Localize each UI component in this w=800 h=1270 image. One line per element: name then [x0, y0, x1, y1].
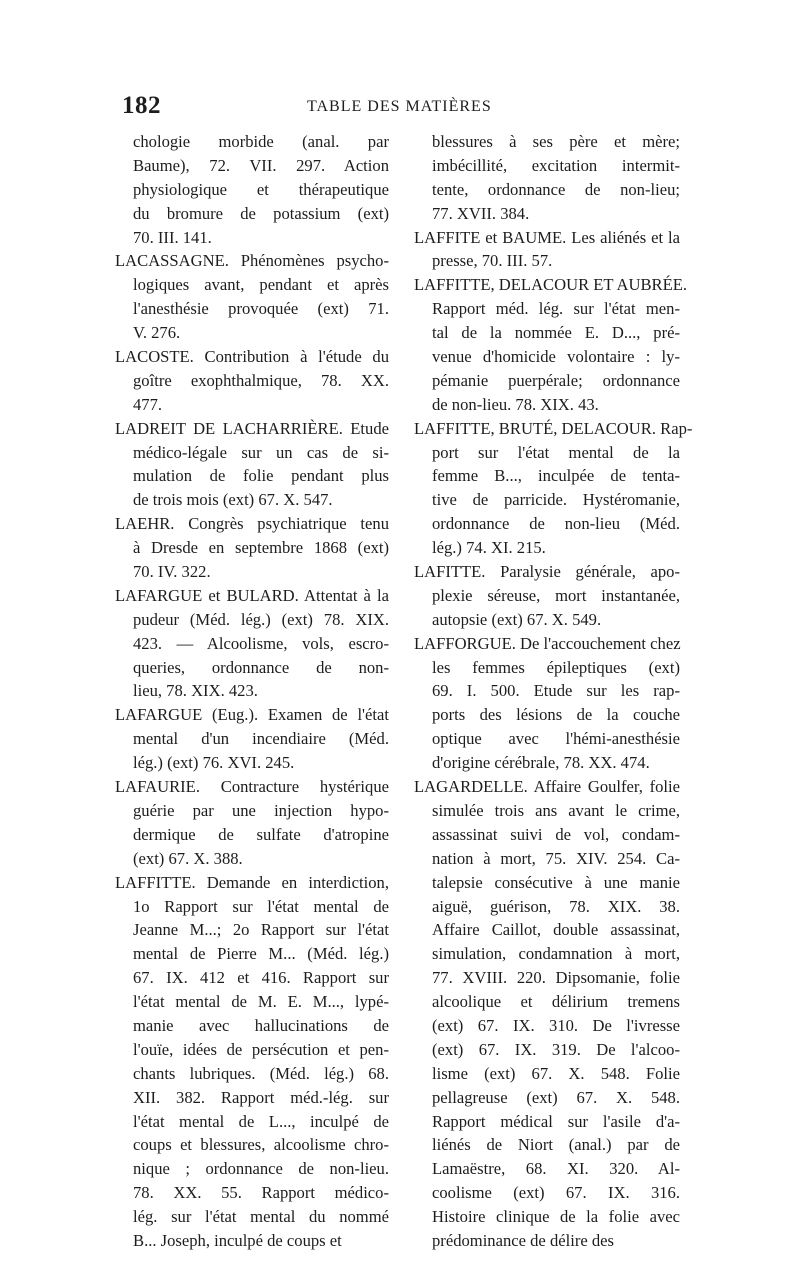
text-line: optique avec l'hémi-anesthésie [432, 729, 680, 749]
text-line: Jeanne M...; 2o Rapport sur l'état [133, 920, 389, 940]
text-line: coolisme (ext) 67. IX. 316. [432, 1183, 680, 1203]
text-line: B... Joseph, inculpé de coups et [133, 1230, 342, 1250]
text-line: Histoire clinique de la folie avec [432, 1207, 680, 1227]
text-line: simulation, condamnation à mort, [432, 944, 680, 964]
text-line: LACOSTE. Contribution à l'étude du [115, 347, 389, 367]
text-line: 1o Rapport sur l'état mental de [133, 896, 389, 916]
text-line: (ext) 67. IX. 310. De l'ivresse [432, 1015, 680, 1035]
text-line: dermique de sulfate d'atropine [133, 824, 389, 844]
text-line: nation à mort, 75. XIV. 254. Ca- [432, 848, 680, 868]
text-line: talepsie consécutive à une manie [432, 872, 680, 892]
text-line: 78. XX. 55. Rapport médico- [133, 1183, 389, 1203]
text-line: les femmes épileptiques (ext) [432, 657, 680, 677]
text-line: chants lubriques. (Méd. lég.) 68. [133, 1063, 389, 1083]
text-line: 69. I. 500. Etude sur les rap- [432, 681, 680, 701]
text-line: LAGARDELLE. Affaire Goulfer, folie [414, 777, 680, 797]
text-line: lieu, 78. XIX. 423. [133, 681, 258, 701]
text-line: liénés de Niort (anal.) par de [432, 1135, 680, 1155]
text-line: simulée trois ans avant le crime, [432, 800, 680, 820]
text-line: LAFFITTE, BRUTÉ, DELACOUR. Rap- [414, 418, 693, 438]
page-number: 182 [122, 92, 161, 119]
text-line: blessures à ses père et mère; [432, 132, 680, 151]
text-line: 477. [133, 394, 163, 414]
text-line: l'ouïe, idées de persécution et pen- [133, 1039, 389, 1059]
text-line: à Dresde en septembre 1868 (ext) [133, 538, 389, 558]
text-line: 70. III. 141. [133, 227, 212, 247]
text-line: alcoolique et délirium tremens [432, 992, 680, 1012]
text-line: (ext) 67. IX. 319. De l'alcoo- [432, 1039, 680, 1059]
text-line: coups et blessures, alcoolisme chro- [133, 1135, 389, 1155]
text-line: autopsie (ext) 67. X. 549. [432, 609, 602, 629]
text-line: LAFFORGUE. De l'accouchement chez [414, 633, 681, 653]
text-line: LAFFITTE, DELACOUR ET AUBRÉE. [414, 275, 688, 295]
text-line: Rapport méd. lég. sur l'état men- [432, 299, 680, 319]
text-line: 70. IV. 322. [133, 562, 211, 582]
text-line: XII. 382. Rapport méd.-lég. sur [133, 1087, 389, 1107]
text-line: 77. XVIII. 220. Dipsomanie, folie [432, 968, 680, 988]
left-column [115, 130, 389, 1253]
text-line: nique ; ordonnance de non-lieu. [133, 1159, 389, 1179]
text-line: prédominance de délire des [432, 1230, 614, 1250]
text-line: mental de Pierre M... (Méd. lég.) [133, 944, 389, 964]
text-line: l'état mental de M. E. M..., lypé- [133, 992, 389, 1012]
text-line: de non-lieu. 78. XIX. 43. [432, 394, 599, 414]
text-line: V. 276. [133, 323, 181, 343]
text-line: plexie séreuse, mort instantanée, [432, 585, 680, 605]
text-line: pémanie puerpérale; ordonnance [432, 370, 680, 390]
text-line: port sur l'état mental de la [432, 442, 680, 462]
text-line: presse, 70. III. 57. [432, 251, 553, 271]
text-line: physiologique et thérapeutique [133, 179, 389, 199]
text-line: 67. IX. 412 et 416. Rapport sur [133, 968, 389, 988]
text-line: Lamaëstre, 68. XI. 320. Al- [432, 1159, 680, 1179]
text-line: LAEHR. Congrès psychiatrique tenu [115, 514, 389, 534]
text-line: l'anesthésie provoquée (ext) 71. [133, 299, 389, 319]
text-line: assassinat suivi de vol, condam- [432, 824, 680, 844]
text-line: goître exophthalmique, 78. XX. [133, 370, 389, 390]
text-line: ports des lésions de la couche [432, 705, 680, 725]
text-line: aiguë, guérison, 78. XIX. 38. [432, 896, 680, 916]
text-line: mulation de folie pendant plus [133, 466, 389, 486]
text-line: Baume), 72. VII. 297. Action [133, 155, 389, 175]
text-line: l'état mental de L..., inculpé de [133, 1111, 389, 1131]
text-line: LADREIT DE LACHARRIÈRE. Etude [115, 418, 389, 438]
text-line: 423. — Alcoolisme, vols, escro- [133, 633, 389, 653]
text-line: tal de la nommée E. D..., pré- [432, 323, 680, 343]
text-line: d'origine cérébrale, 78. XX. 474. [432, 753, 650, 773]
text-line: de trois mois (ext) 67. X. 547. [133, 490, 333, 510]
text-line: LACASSAGNE. Phénomènes psycho- [115, 251, 389, 271]
text-line: imbécillité, excitation intermit- [432, 155, 680, 175]
text-line: pellagreuse (ext) 67. X. 548. [432, 1087, 680, 1107]
text-line: tente, ordonnance de non-lieu; [432, 179, 680, 199]
running-title: TABLE DES MATIÈRES [307, 98, 492, 115]
text-line: lég.) 74. XI. 215. [432, 538, 546, 558]
text-line: venue d'homicide volontaire : ly- [432, 347, 680, 367]
text-line: LAFITTE. Paralysie générale, apo- [414, 562, 680, 582]
text-line: mental d'un incendiaire (Méd. [133, 729, 389, 749]
text-line: LAFFITE et BAUME. Les aliénés et la [414, 227, 680, 247]
text-line: LAFARGUE et BULARD. Attentat à la [115, 585, 389, 605]
text-line: guérie par une injection hypo- [133, 800, 389, 820]
text-line: 77. XVII. 384. [432, 203, 530, 223]
text-line: ordonnance de non-lieu (Méd. [432, 514, 680, 534]
text-line: (ext) 67. X. 388. [133, 848, 243, 868]
right-column [414, 130, 693, 1253]
text-line: LAFAURIE. Contracture hystérique [115, 777, 389, 797]
text-line: médico-légale sur un cas de si- [133, 442, 389, 462]
text-line: logiques avant, pendant et après [133, 275, 389, 295]
text-line: LAFFITTE. Demande en interdiction, [115, 872, 389, 892]
page-header [122, 92, 682, 126]
text-line: tive de parricide. Hystéromanie, [432, 490, 680, 510]
text-line: lisme (ext) 67. X. 548. Folie [432, 1063, 680, 1083]
text-line: LAFARGUE (Eug.). Examen de l'état [115, 705, 389, 725]
text-line: chologie morbide (anal. par [133, 132, 389, 151]
text-line: du bromure de potassium (ext) [133, 203, 389, 223]
text-line: femme B..., inculpée de tenta- [432, 466, 680, 486]
text-line: pudeur (Méd. lég.) (ext) 78. XIX. [133, 609, 389, 629]
text-line: lég. sur l'état mental du nommé [133, 1207, 389, 1227]
text-line: lég.) (ext) 76. XVI. 245. [133, 753, 295, 773]
text-line: Affaire Caillot, double assassinat, [432, 920, 680, 940]
text-line: manie avec hallucinations de [133, 1015, 389, 1035]
text-line: queries, ordonnance de non- [133, 657, 389, 677]
text-line: Rapport médical sur l'asile d'a- [432, 1111, 680, 1131]
